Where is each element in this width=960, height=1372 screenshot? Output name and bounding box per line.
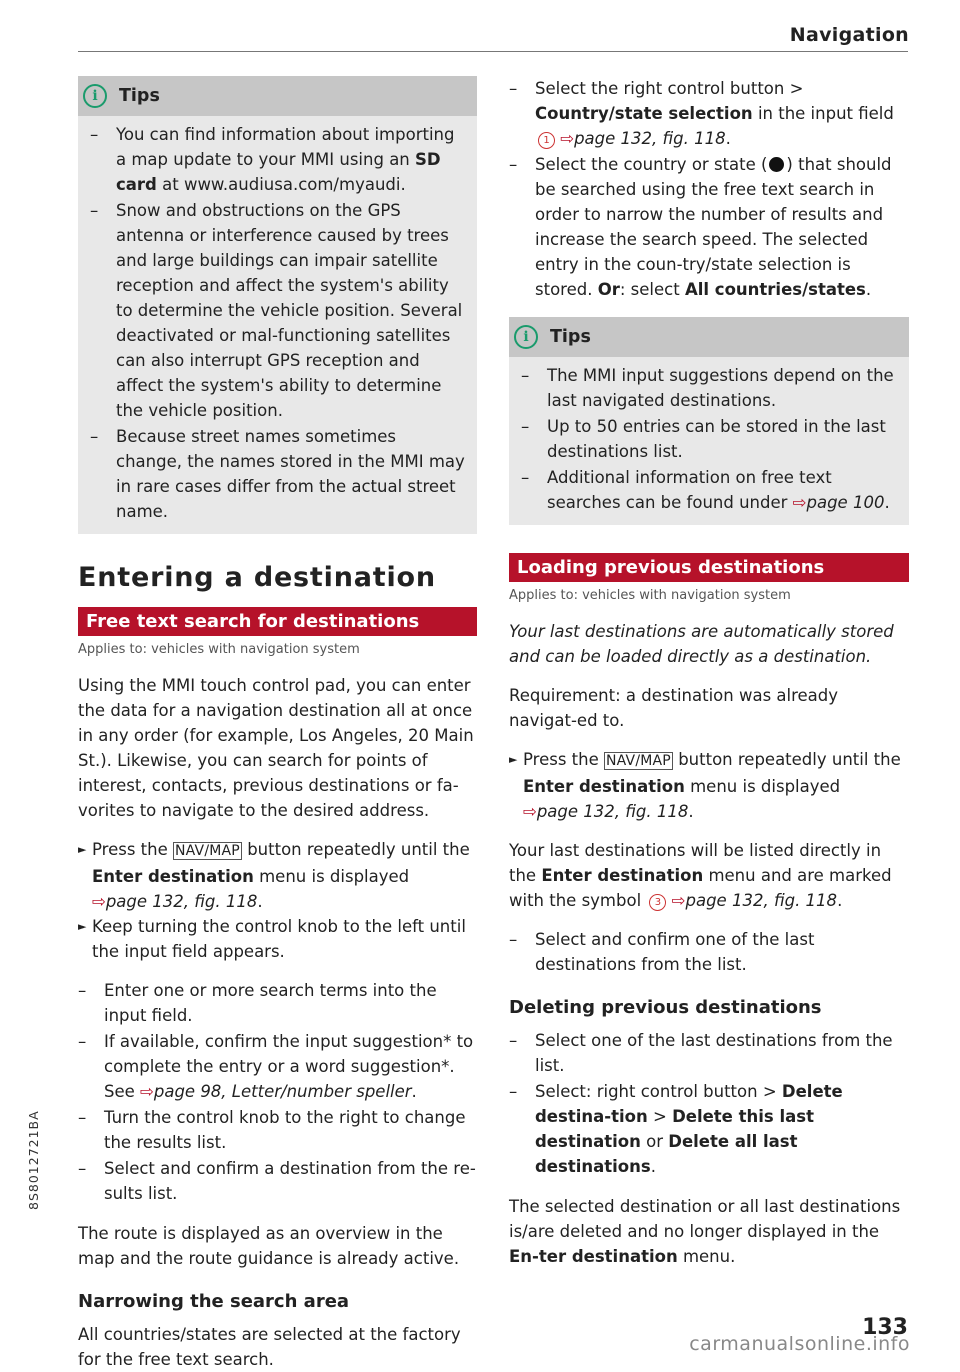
sub-heading-narrowing: Narrowing the search area	[78, 1291, 350, 1312]
document-code: 8S8012721BA	[26, 1110, 41, 1210]
page-reference[interactable]: page 100	[806, 493, 885, 512]
tips-label: Tips	[550, 327, 591, 347]
tips-label: Tips	[119, 86, 160, 106]
tips-header	[509, 317, 909, 357]
tips-header	[78, 76, 477, 116]
list-item: – Select the right control button > Country/state selection in the input field 1 ⇨page 132, fig. 118.	[509, 79, 894, 148]
tip-item: – The MMI input suggestions depend on the last navigated destinations.	[521, 366, 894, 410]
right-column	[509, 76, 909, 1269]
list-item: – Select and confirm one of the last destinations from the list.	[509, 930, 815, 974]
list-item: – Enter one or more search terms into the input field.	[78, 981, 437, 1025]
route-paragraph: The route is displayed as an overview in the map and the route guidance is already active.	[78, 1224, 460, 1268]
page-reference[interactable]: page 132, fig. 118	[105, 892, 258, 911]
page-reference[interactable]: page 132, fig. 118	[685, 891, 838, 910]
sub-heading-deleting: Deleting previous destinations	[509, 997, 822, 1018]
list-item: – Select and confirm a destination from the re-sults list.	[78, 1159, 476, 1203]
selected-dot-icon	[769, 157, 784, 172]
applies-note: Applies to: vehicles with navigation system	[509, 588, 791, 603]
tips-body	[509, 357, 909, 525]
section-title-free-text-search: Free text search for destinations	[78, 607, 477, 636]
list-item: – Select: right control button > Delete destina-tion > Delete this last destination or Delete all last destinations.	[509, 1082, 843, 1176]
watermark: carmanualsonline.info	[689, 1333, 910, 1355]
page-number: 133	[862, 1315, 908, 1340]
tip-item: – Additional information on free text searches can be found under ⇨page 100.	[521, 468, 890, 512]
requirement-paragraph: Requirement: a destination was already navigat-ed to.	[509, 686, 839, 730]
page-reference[interactable]: page 98, Letter/number speller	[153, 1082, 412, 1101]
callout-number: 3	[649, 894, 666, 911]
tips-box-right	[509, 317, 909, 525]
tip-item: – Because street names sometimes change, the names stored in the MMI may in rare cases differ from the actual street name.	[90, 427, 465, 521]
callout-number: 1	[538, 132, 555, 149]
tip-item: – Snow and obstructions on the GPS antenna or interference caused by trees and large buildings can impair satellite reception and affect the system's ability to determine the vehicle position. Several deactivated or mal-functioning satellites can also interrupt GPS reception and affect the system's ability to determine the vehicle position.	[90, 201, 463, 420]
listed-paragraph: Your last destinations will be listed directly in the Enter destination menu and are marked with the symbol 3 ⇨page 132, fig. 118.	[509, 841, 892, 910]
header-divider	[78, 51, 908, 52]
narrowing-paragraph: All countries/states are selected at the factory for the free text search.	[78, 1325, 461, 1369]
tip-item: – You can find information about importing a map update to your MMI using an SD card at www.audiusa.com/myaudi.	[90, 125, 455, 194]
page-reference[interactable]: page 132, fig. 118	[536, 802, 689, 821]
list-item: – Turn the control knob to the right to change the results list.	[78, 1108, 466, 1152]
step-item: ► Press the NAV/MAP button repeatedly until the Enter destination menu is displayed ⇨page 132, fig. 118.	[509, 750, 901, 821]
final-paragraph: The selected destination or all last destinations is/are deleted and no longer displayed in the En-ter destination menu.	[509, 1197, 901, 1266]
info-icon: i	[514, 325, 538, 349]
intro-paragraph: Using the MMI touch control pad, you can enter the data for a navigation destination all at once in any order (for example, Los Angeles, 20 Main St.). Likewise, you can search for points of interest, contacts, previous destinations or fa-vorites to navigate to the desired address.	[78, 676, 474, 820]
list-item: – Select one of the last destinations from the list.	[509, 1031, 893, 1075]
list-item: – Select the country or state ( ) that should be searched using the free text search in order to narrow the number of results and increase the search speed. The selected entry in the coun-try/state selection is stored. Or: select All countries/states.	[509, 155, 892, 299]
section-title-loading-previous: Loading previous destinations	[509, 553, 909, 582]
chapter-heading: Entering a destination	[78, 562, 436, 593]
step-item: ► Press the NAV/MAP button repeatedly until the Enter destination menu is displayed ⇨page 132, fig. 118.	[78, 840, 470, 911]
tips-body	[78, 116, 477, 534]
applies-note: Applies to: vehicles with navigation system	[78, 642, 360, 657]
step-item: ► Keep turning the control knob to the left until the input field appears.	[78, 917, 466, 961]
page-header-title: Navigation	[789, 24, 909, 46]
intro-paragraph: Your last destinations are automatically stored and can be loaded directly as a destination.	[509, 622, 894, 666]
nav-map-button-label: NAV/MAP	[606, 753, 671, 769]
info-icon: i	[83, 84, 107, 108]
page-reference[interactable]: page 132, fig. 118	[574, 129, 726, 148]
left-column	[78, 76, 477, 1372]
tips-box-left	[78, 76, 477, 534]
nav-map-button-label: NAV/MAP	[175, 843, 240, 859]
list-item: – If available, confirm the input suggestion* to complete the entry or a word suggestion*. See ⇨page 98, Letter/number speller.	[78, 1032, 474, 1101]
tip-item: – Up to 50 entries can be stored in the last destinations list.	[521, 417, 886, 461]
